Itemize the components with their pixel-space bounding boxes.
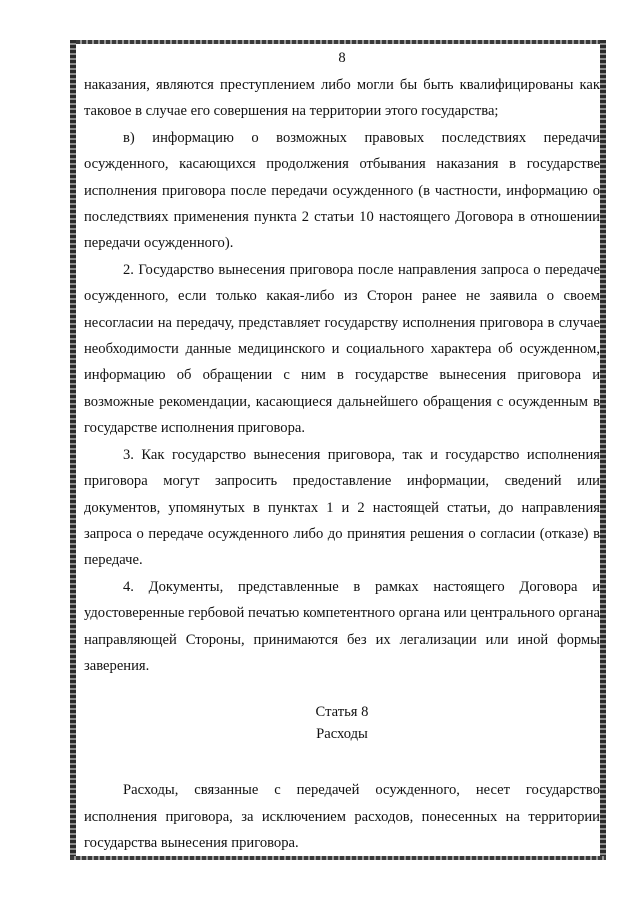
page-border-bottom [70, 856, 606, 860]
page-border-top [70, 40, 606, 44]
article-heading [84, 701, 600, 745]
article-label: Статья 8 [315, 704, 369, 721]
paragraph-expenses: Расходы, связанные с передачей осужденного, несет государство исполнения приговора, за исключением расходов, понесенных на территории государства вынесения приговора. [84, 782, 600, 852]
paragraph-subitem-v: в) информацию о возможных правовых последствиях передачи осужденного, касающихся продолжения отбывания наказания в государстве исполнения приговора после передачи осужденного (в частности, информацию о последствиях применения пункта 2 статьи 10 настоящего Договора в отношении передачи осужденного). [84, 129, 600, 252]
paragraph-continuation: наказания, являются преступлением либо могли бы быть квалифицированы как таковое в случае его совершения на территории этого государства; [84, 77, 600, 120]
document-body [84, 46, 600, 857]
paragraph-item-4: 4. Документы, представленные в рамках настоящего Договора и удостоверенные гербовой печатью компетентного органа или центрального органа направляющей Стороны, принимаются без их легализации или иной формы заверения. [84, 578, 600, 674]
paragraph-item-3: 3. Как государство вынесения приговора, так и государство исполнения приговора могут запросить предоставление информации, сведений или документов, упомянутых в пунктах 1 и 2 настоящей статьи, до направления запроса о передаче осужденного либо до принятия решения о согласии (отказе) в передаче. [84, 446, 600, 569]
paragraph-item-2: 2. Государство вынесения приговора после направления запроса о передаче осужденного, если только какая-либо из Сторон ранее не заявила о своем несогласии на передачу, представляет государству исполнения приговора в случае необходимости данные медицинского и социального характера об осужденном, информацию об обращении с ним в государстве вынесения приговора и возможные рекомендации, касающиеся дальнейшего обращения с осужденным в государстве исполнения приговора. [84, 261, 600, 437]
page-number: 8 [338, 50, 346, 66]
article-title: Расходы [316, 726, 368, 743]
page-border-left [70, 40, 76, 860]
page-border-right [600, 40, 606, 860]
